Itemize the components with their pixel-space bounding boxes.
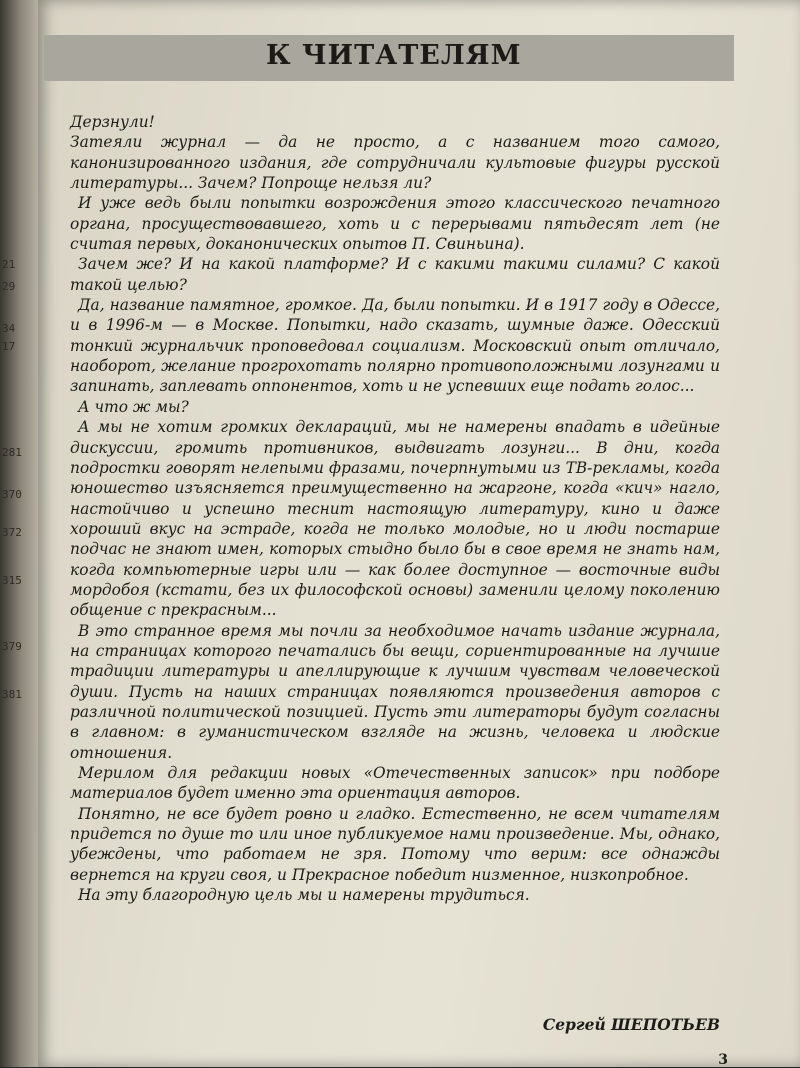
margin-number: 315: [2, 574, 22, 587]
author-signature: Сергей ШЕПОТЬЕВ: [542, 1015, 720, 1034]
paragraph: Дерзнули!: [70, 113, 155, 131]
paragraph: Зачем же? И на какой платформе? И с какими такими силами? С какой такой целью?: [70, 255, 720, 294]
margin-number: 381: [2, 688, 22, 701]
margin-number: 370: [2, 488, 22, 501]
page-title: К ЧИТАТЕЛЯМ: [266, 40, 522, 71]
margin-number: 281: [2, 446, 22, 459]
paragraph: Мерилом для редакции новых «Отечественных записок» при подборе материалов будет именно эта ориентация авторов.: [70, 764, 720, 803]
margin-number: 29: [2, 280, 16, 293]
paragraph: А мы не хотим громких деклараций, мы не намерены впадать в идейные дискуссии, громить противников, выдвигать лозунги... В дни, когда подростки говорят нелепыми фразами, почерпнутыми из ТВ-рекламы, когда юношество изъясняется преимущественно на жаргоне, когда «кич» нагло, настойчиво и успешно теснит настоящую литературу, кино и даже хороший вкус на эстраде, когда не только молодые, но и люди постарше подчас не знают имен, которых стыдно было бы в свое время не знать нам, когда компьютерные игры или — как более доступное — восточные виды мордобоя (кстати, без их философской основы) заменили целому поколению общение с прекрасным...: [70, 418, 720, 620]
margin-number: 21: [2, 258, 16, 271]
paragraph: И уже ведь были попытки возрождения этого классического печатного органа, просуществовавшего, хоть и с перерывами пятьдесят лет (не считая первых, доканонических опытов П. Свиньина).: [70, 194, 720, 254]
paragraph: На эту благородную цель мы и намерены трудиться.: [78, 886, 530, 905]
margin-number: 379: [2, 640, 22, 653]
paragraph: Да, название памятное, громкое. Да, были попытки. И в 1917 году в Одессе, и в 1996-м — в Москве. Попытки, надо сказать, шумные даже. Одесский тонкий журнальчик проповедовал социализм. Московский опыт отличало, наоборот, желание прогрохотать полярно противоположными лозунгами и запинать, заплевать оппонентов, хоть и не успевших еще подать голос...: [70, 296, 720, 396]
margin-number: 372: [2, 526, 22, 539]
paragraph: В это странное время мы почли за необходимое начать издание журнала, на страницах которого печатались бы вещи, сориентированные на лучшие традиции литературы и апеллирующие к лучшим чувствам человеческой души. Пусть на наших страницах появляются произведения авторов с различной политической позицией. Пусть эти литераторы будут согласны в главном: в гуманистическом взгляде на жизнь, человека и людские отношения.: [70, 621, 720, 762]
margin-number: 17: [2, 340, 16, 353]
adjacent-page-strip: [0, 0, 38, 1067]
paragraph: Понятно, не все будет ровно и гладко. Естественно, не всем читателям придется по душе то или иное публикуемое нами произведение. Мы, однако, убеждены, что работаем не зря. Потому что верим: все однажды вернется на круги своя, и Прекрасное победит низменное, низкопробное.: [70, 804, 720, 884]
margin-number: 34: [2, 322, 16, 335]
paragraph: Затеяли журнал — да не просто, а с названием того самого, канонизированного издания, где сотрудничали культовые фигуры русской литературы... Зачем? Попроще нельзя ли?: [70, 133, 720, 193]
article-body: [70, 112, 720, 905]
page-number: 3: [718, 1052, 728, 1068]
paragraph: А что ж мы?: [78, 397, 189, 416]
